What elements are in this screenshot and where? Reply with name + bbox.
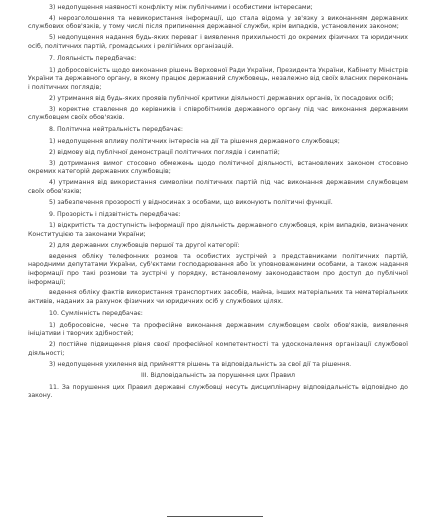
paragraph: 1) добросовісність щодо виконання рішень Верховної Ради України, Президента України, Кабінету Міністрів України та державного органу, в якому працює державний службовець, незалежно від своїх власних переконань і політичних поглядів; [28, 66, 408, 91]
section-heading: 10. Сумлінність передбачає: [49, 310, 143, 318]
paragraph: 4) нерозголошення та невикористання інформації, що стала відома у зв'язку з виконанням державних службових обов'язків, у тому числі після припинення державної служби, крім випадків, установлених законом; [28, 14, 408, 31]
paragraph: 5) недопущення надання будь-яких переваг і виявлення прихильності до окремих фізичних та юридичних осіб, політичних партій, громадських і релігійних організацій. [28, 34, 408, 50]
chapter-title: III. Відповідальність за порушення цих Правил [140, 372, 296, 380]
paragraph: 2) постійне підвищення рівня своєї професійної компетентності та удосконалення організації службової діяльності; [28, 341, 408, 357]
paragraph: 1) недопущення впливу політичних інтересів на дії та рішення державного службовця; [49, 137, 340, 145]
paragraph: 3) коректне ставлення до керівників і співробітників державного органу під час виконання державним службовцем своїх обов'язків. [28, 105, 408, 122]
paragraph: ведення обліку телефонних розмов та особистих зустрічей з представниками політичних партій, народними депутатами України, суб'єктами господарювання або їх уповноваженими особами, а також надання інформації про такі розмови та зустрічі у порядку, встановленому законодавством про доступ до публічної інформації; [28, 252, 408, 286]
paragraph: 5) забезпечення прозорості у відносинах з особами, що виконують політичні функції. [49, 198, 333, 206]
paragraph: ведення обліку фактів використання транспортних засобів, майна, інших матеріальних та нематеріальних активів, наданих за рахунок фізичних чи юридичних осіб у службових цілях. [28, 289, 408, 305]
paragraph: 2) утримання від будь-яких проявів публічної критики діяльності державних органів, їх посадових осіб; [49, 94, 394, 102]
paragraph: 2) відмову від публічної демонстрації політичних поглядів і симпатій; [49, 148, 280, 156]
paragraph: 3) недопущення наявності конфлікту між публічними і особистими інтересами; [49, 4, 313, 11]
closing-divider-line [167, 516, 263, 517]
section-heading: 8. Політична нейтральність передбачає: [49, 126, 183, 134]
document-body [28, 4, 408, 401]
paragraph: 3) недопущення ухилення від прийняття рішень та відповідальність за свої дії та рішення. [49, 360, 352, 368]
paragraph: 1) добросовісне, чесне та професійне виконання державним службовцем своїх обов'язків, виявлення ініціативи і творчих здібностей; [28, 321, 408, 338]
section-heading: 7. Лояльність передбачає: [49, 55, 137, 63]
paragraph: 4) утримання від використання символіки політичних партій під час виконання державним службовцем своїх обов'язків; [28, 179, 408, 195]
section-heading: 9. Прозорість і підзвітність передбачає: [49, 210, 181, 218]
paragraph: 11. За порушення цих Правил державні службовці несуть дисциплінарну відповідальність відповідно до закону. [28, 383, 408, 400]
paragraph: 1) відкритість та доступність інформації про діяльність державного службовця, крім випадків, визначених Конституцією та законами України; [28, 222, 408, 238]
paragraph: 3) дотримання вимог стосовно обмежень щодо політичної діяльності, встановлених законом стосовно окремих категорій державних службовців; [28, 159, 408, 176]
paragraph: 2) для державних службовців першої та другої категорії: [49, 241, 240, 249]
